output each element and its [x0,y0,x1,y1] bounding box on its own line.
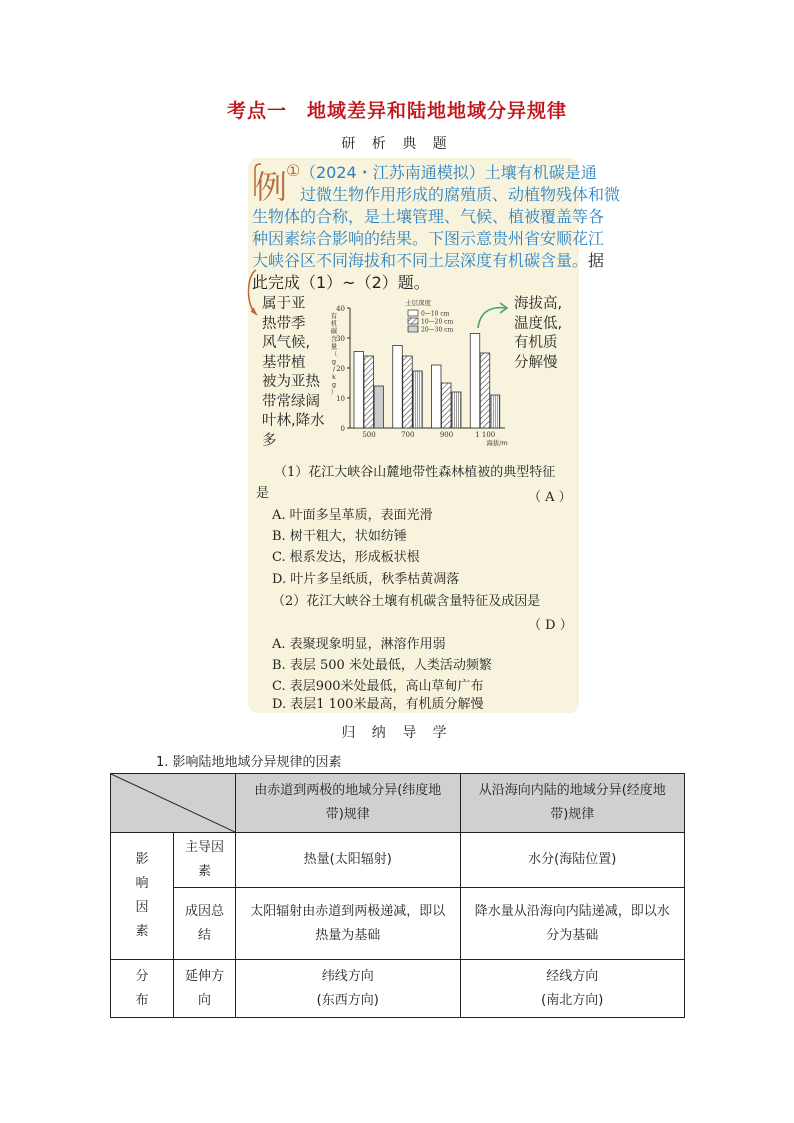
q2-answer: （ D ） [528,618,573,633]
section-heading-summary: 归 纳 导 学 [341,725,453,741]
q1-option-d: D. 叶片多呈纸质，秋季枯黄凋落 [272,572,460,587]
cell-dominant-lat: 热量(太阳辐射) [236,833,461,888]
y-axis-label-char: / [332,365,336,374]
q2-option-d: D. 表层1 100米最高，有机质分解慢 [272,697,484,712]
page-title: 考点一 地域差异和陆地地域分异规律 [226,100,567,122]
q1-stem: （1）花江大峡谷山麓地带性森林植被的典型特征 [274,465,556,480]
y-axis-label-char: 碳 [330,327,338,336]
cell-cause-lat: 太阳辐射由赤道到两极递减，即以 热量为基础 [236,888,461,960]
q1-stem-cont: 是 [256,486,270,501]
y-tick-label: 20 [336,365,345,373]
bar [354,352,364,429]
example-line-5: 大峡谷区不同海拔和不同土层深度有机碳含量。据 [252,251,605,270]
example-line-1: （2024・江苏南通模拟）土壤有机碳是通 [300,163,597,182]
table-corner [111,774,236,833]
bar [432,365,442,428]
q1-answer: （ A ） [528,490,572,505]
example-line-4: 种因素综合影响的结果。下图示意贵州省安顺花江 [252,229,605,248]
q1-option-c: C. 根系发达，形成板状根 [272,550,420,565]
q2-option-b: B. 表层 500 米处最低，人类活动频繁 [272,658,492,673]
y-axis-label-char: ） [330,388,338,396]
legend-swatch [408,310,418,316]
bar [442,383,452,428]
y-axis-label-char: 量 [330,342,338,351]
note-left: 属于亚 热带季 风气候, 基带植 被为亚热 带常绿阔 叶林,降水 多 [262,296,325,449]
x-tick-label: 700 [401,431,415,439]
x-tick-label: 1 100 [475,431,496,439]
q1-option-a: A. 叶面多呈革质，表面光滑 [272,508,433,523]
cell-dominant-lon: 水分(海陆位置) [460,833,685,888]
y-axis-label-char: 机 [330,319,338,328]
y-axis-label-char: 含 [330,334,338,343]
organic-carbon-chart [320,296,510,451]
example-badge: 例 [253,162,297,202]
cell-cause-lon: 降水量从沿海向内陆递减，即以水 分为基础 [460,888,685,960]
bar [364,356,374,428]
y-axis-label-char: 有 [330,312,338,320]
row-label-direction: 延伸方 向 [174,960,236,1018]
legend-label: 10—20 cm [421,318,454,326]
cell-direction-lat: 纬线方向 (东西方向) [236,960,461,1018]
row-label-cause: 成因总 结 [174,888,236,960]
q2-option-c: C. 表层900米处最低，高山草甸广布 [272,679,484,694]
q2-stem: （2）花江大峡谷土壤有机碳含量特征及成因是 [272,594,541,609]
factors-table [110,773,685,1018]
y-tick-label: 30 [336,335,345,343]
bar [393,346,403,429]
bar [403,356,413,428]
y-tick-label: 10 [336,395,345,403]
y-tick-label: 0 [340,425,345,433]
bar [470,334,480,429]
legend-label: 0—10 cm [421,310,450,318]
y-axis-label-char: g [331,380,337,389]
group-factors: 影 响 因 素 [111,833,174,960]
example-line-3: 生物体的合称，是土壤管理、气候、植被覆盖等各 [252,207,605,226]
header-longitudinal: 从沿海向内陆的地域分异(经度地 带)规律 [460,774,685,833]
bar [480,353,490,428]
group-distribution: 分 布 [111,960,174,1018]
example-line-6: 此完成（1）~（2）题。 [252,273,430,292]
summary-heading: 1. 影响陆地地域分异规律的因素 [156,755,342,770]
legend-title: 土层深度 [405,299,431,307]
x-tick-label: 900 [439,431,454,439]
section-heading-practice: 研 析 典 题 [341,136,453,152]
y-axis-label-char: k [332,372,336,381]
x-tick-label: 500 [362,431,376,439]
example-line-2: 过微生物作用形成的腐殖质、动植物残体和微 [300,185,621,204]
q1-option-b: B. 树干粗大，状如纺锤 [272,529,407,544]
x-axis-label: 海拔/m [486,439,508,447]
y-axis-label-char: （ [330,350,338,358]
note-right: 海拔高, 温度低, 有机质 分解慢 [514,296,563,371]
y-tick-label: 40 [336,305,345,313]
q2-option-a: A. 表聚现象明显，淋溶作用弱 [272,637,446,652]
example-number: ① [286,161,301,180]
header-latitudinal: 由赤道到两极的地域分异(纬度地 带)规律 [236,774,461,833]
cell-direction-lon: 经线方向 (南北方向) [460,960,685,1018]
y-axis-label-char: g [331,357,337,366]
row-label-dominant: 主导因 素 [174,833,236,888]
legend-label: 20—30 cm [421,326,454,334]
legend-swatch [408,318,418,324]
